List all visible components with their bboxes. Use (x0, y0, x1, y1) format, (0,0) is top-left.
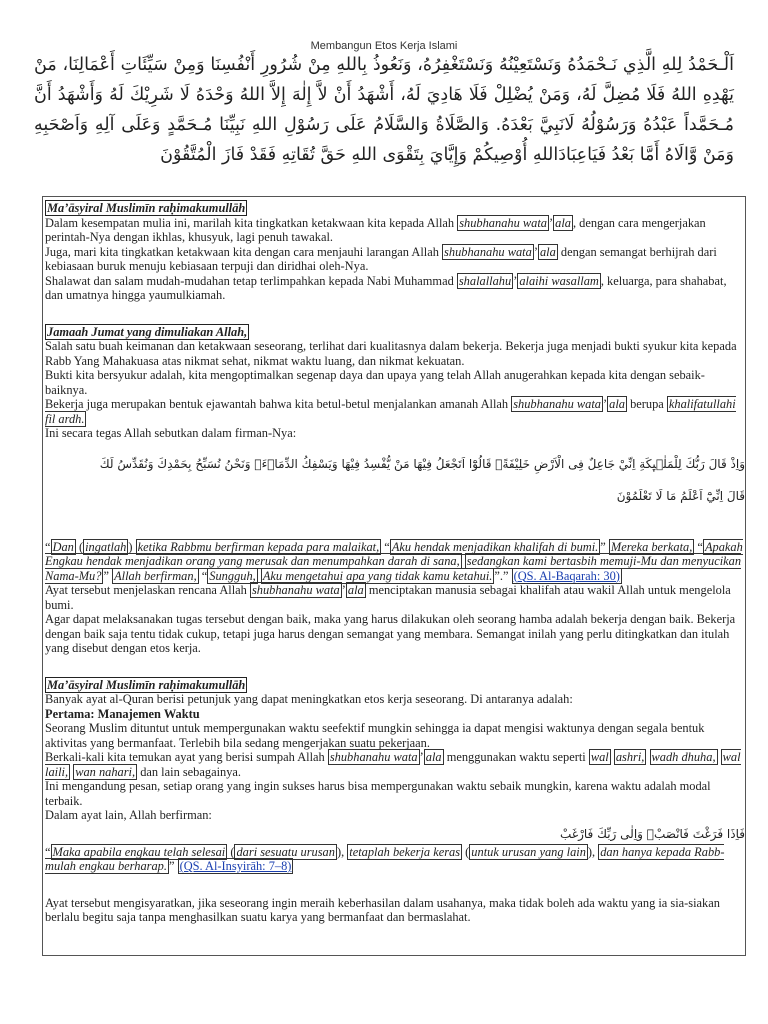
paragraph: Ini mengandung pesan, setiap orang yang ingin sukses harus bisa mempergunakan waktu sebaik mungkin, karena waktu adalah modal terbaik. (45, 779, 711, 808)
quran-verse: قَالَ اِنِّيْٓ اَعْلَمُ مَا لَا تَعْلَمُوْنَ (616, 488, 745, 503)
opening-arabic-text: اَلْـحَمْدُ لِلهِ الَّذِي نَـحْمَدُهُ وَنَسْتَعِيْنُهُ وَنَسْتَغْفِرُهُ، وَنَعُوذُ بِاللهِ مِنْ شُرُورِ أَنْفُسِنَا وَمِنْ سَيِّئَاتِ أَعْمَالِنَا، مَنْ يَهْدِهِ اللهُ فَلَا مُضِلَّ لَهُ، وَمَنْ يُضْلِلْ فَلَا هَادِيَ لَهُ، أَشْهَدُ أَنْ لاَّ إِلٰهَ إِلاَّ اللهُ وَحْدَهُ لَا شَرِيْكَ لَهُ وَأَشْهَدُ أَنَّ مُـحَمَّداً عَبْدُهُ وَرَسُوْلُهُ لَانَبِيَّ بَعْدَهُ. وَالصَّلَاةُ وَالسَّلَامُ عَلَى رَسُوْلِ اللهِ نَبِيِّنَا مُـحَمَّدٍ وَعَلَى آلِهِ وَاَصْحَبِهِ وَمَنْ وَّالَاهُ أَمَّا بَعْدُ فَيَاعِبَادَاللهِ أُوْصِيكُمْ وَإِيَّايَ بِتَقْوَى اللهِ حَقَّ تُقَاتِهِ فَقَدْ فَازَ الْمُتَّقُوْنَ (34, 55, 734, 165)
section-heading: Jamaah Jumat yang dimuliakan Allah, (47, 324, 248, 339)
paragraph: Salah satu buah keimanan dan ketakwaan seseorang, terlihat dari kualitasnya dalam bekerja. Bekerja juga menjadi bukti syukur kita kepada Rabb Yang Mahakuasa atas nikmat sehat, nikmat waktu luang, dan nikmat kekuatan. (45, 339, 737, 368)
subheading: Pertama: Manajemen Waktu (45, 706, 200, 721)
translation: “ Dan ( ingatlah ) ketika Rabbmu berfirman kepada para malaikat, “ Aku hendak menjadikan khalifah di bumi. ” Mereka berkata, “ Apakah Engkau hendak menjadikan orang yang merusak dan menumpahkan darah di sana, sedangkan kami bertasbih memuji-Mu dan menyucikan Nama-Mu? ” Allah berfirman, “ Sungguh, Aku mengetahui apa yang tidak kamu ketahui. ”.” (QS. Al-Baqarah: 30) (45, 539, 743, 583)
paragraph: Bekerja juga merupakan bentuk ejawantah bahwa kita betul-betul menjalankan amanah Allah shubhanahu wata ’ ala berupa khalifatullahi fil ardh. (45, 397, 736, 426)
paragraph: Dalam kesempatan mulia ini, marilah kita tingkatkan ketakwaan kita kepada Allah shubhanahu wata ’ ala , dengan cara mengerjakan perintah-Nya dengan ikhlas, khusyuk, lagi penuh tawakal. (45, 215, 706, 244)
paragraph: Ayat tersebut mengisyaratkan, jika seseorang ingin meraih keberhasilan dalam usahanya, maka tidak boleh ada waktu yang ia sia-siakan berlalu begitu saja tanpa menghasilkan suatu karya yang bermanfaat dan bermaslahat. (45, 895, 720, 924)
paragraph: Berkali-kali kita temukan ayat yang berisi sumpah Allah shubhanahu wata ’ ala menggunakan waktu seperti wal ashri, wadh dhuha, wal laili, wan nahari, dan lain sebagainya. (45, 750, 741, 779)
section-heading: Ma’āsyiral Muslimīn raḥimakumullāh (47, 201, 246, 215)
paragraph: Dalam ayat lain, Allah berfirman: (45, 808, 212, 822)
paragraph: Bukti kita bersyukur adalah, kita mengoptimalkan segenap daya dan upaya yang telah Allah anugerahkan kepada kita dengan sebaik-baiknya. (45, 368, 705, 397)
paragraph: Ayat tersebut menjelaskan rencana Allah shubhanahu wata ’ ala menciptakan manusia sebagai khalifah atau wakil Allah untuk mengelola bumi. (45, 583, 731, 612)
verse-reference-link[interactable]: (QS. Al-Insyirāh: 7–8) (179, 859, 292, 873)
section-heading: Ma’āsyiral Muslimīn raḥimakumullāh (47, 677, 246, 692)
paragraph: Agar dapat melaksanakan tugas tersebut dengan baik, maka yang harus dilakukan oleh seorang hamba adalah bekerja dengan baik. Bekerja dengan baik saja tentu tidak cukup, tetapi juga harus dengan semangat yang membara. Semangat inilah yang perlu ditingkatkan dan itulah yang disebut dengan etos kerja. (45, 612, 736, 655)
verse-reference-link[interactable]: (QS. Al-Baqarah: 30) (513, 568, 620, 583)
paragraph: Banyak ayat al-Quran berisi petunjuk yang dapat meningkatkan etos kerja seseorang. Di antaranya adalah: (45, 692, 573, 706)
paragraph: Shalawat dan salam mudah-mudahan tetap terlimpahkan kepada Nabi Muhammad shalallahu ’ alaihi wasallam , keluarga, para shahabat, dan umatnya hingga yaumulkiamah. (45, 273, 727, 302)
sermon-body (45, 201, 745, 925)
paragraph: Juga, mari kita tingkatkan ketakwaan kita dengan cara menjauhi larangan Allah shubhanahu wata ’ ala dengan semangat berhijrah dari kebiasaan buruk menuju kebiasaan terpuji dan diridhai oleh-Nya. (45, 244, 717, 273)
translation: “ Maka apabila engkau telah selesai ( dari sesuatu urusan ), tetaplah bekerja keras ( untuk urusan yang lain ), dan hanya kepada Rabb-mulah engkau berharap. ” (QS. Al-Insyirāh: 7–8) (45, 844, 725, 873)
document-title: Membangun Etos Kerja Islami (310, 40, 458, 52)
paragraph: Seorang Muslim dituntut untuk mempergunakan waktu seefektif mungkin sehingga ia dapat mengisi waktunya dengan segala bentuk aktivitas yang bermanfaat. Terlebih bila sedang mengerjakan suatu pekerjaan. (45, 721, 705, 750)
quran-verse: وَاِذْ قَالَ رَبُّكَ لِلْمَلٰۤىِٕكَةِ اِنِّيْ جَاعِلٌ فِى الْاَرْضِ خَلِيْفَةًۗ قَالُوْٓا اَتَجْعَلُ فِيْهَا مَنْ يُّفْسِدُ فِيْهَا وَيَسْفِكُ الدِّمَاۤءَۚ وَنَحْنُ نُسَبِّحُ بِحَمْدِكَ وَنُقَدِّسُ لَكَ (99, 456, 745, 471)
paragraph: Ini secara tegas Allah sebutkan dalam firman-Nya: (45, 426, 297, 440)
quran-verse: فَاِذَا فَرَغْتَ فَانْصَبْۙ وَاِلٰى رَبِّكَ فَارْغَبْ (560, 826, 745, 841)
